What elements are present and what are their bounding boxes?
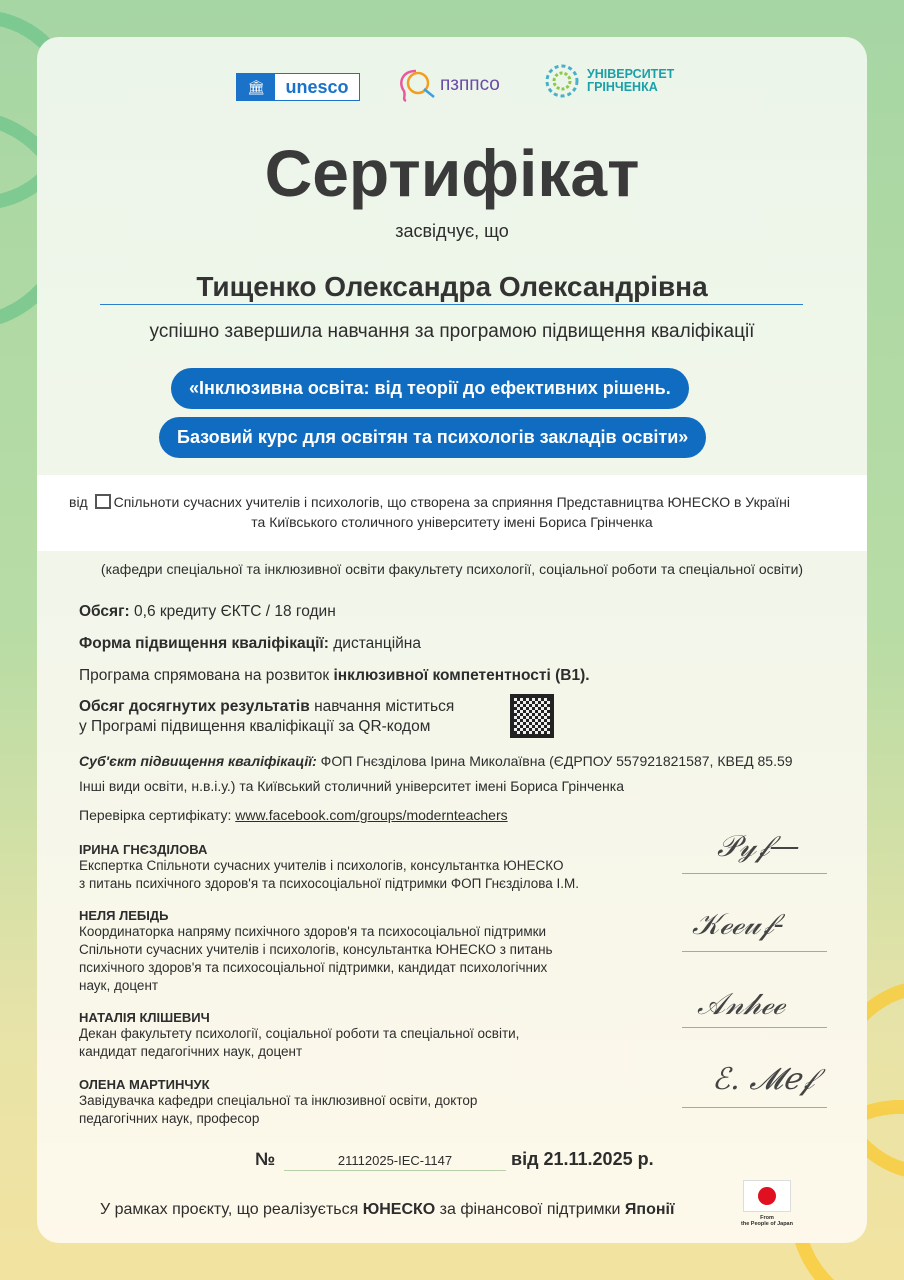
signatory-desc: кандидат педагогічних наук, доцент [79, 1044, 303, 1059]
signature-3: 𝒜𝓃𝒽ℯℯ [697, 987, 785, 1022]
signatory-name: ІРИНА ГНЄЗДІЛОВА [79, 842, 208, 857]
signatory-desc: наук, доцент [79, 978, 159, 993]
footer-text-2: за фінансової підтримки [435, 1201, 625, 1218]
university-line1: УНІВЕРСИТЕТ [587, 67, 675, 81]
signatory-desc: Завідувачка кафедри спеціальної та інклюзивної освіти, доктор [79, 1093, 478, 1108]
form-label: Форма підвищення кваліфікації: [79, 635, 329, 652]
verify-link[interactable]: www.facebook.com/groups/modernteachers [235, 807, 508, 823]
signature-4: ℰ. 𝓜ℯ𝒻 [712, 1062, 814, 1097]
subject-line2: Інші види освіти, н.в.і.у.) та Київський столичний університет імені Бориса Грінченка [79, 778, 624, 794]
footer-text-1: У рамках проєкту, що реалізується [100, 1201, 363, 1218]
head-icon [394, 67, 438, 103]
signatory-name: НЕЛЯ ЛЕБІДЬ [79, 908, 169, 923]
program-title-line2: Базовий курс для освітян та психологів закладів освіти» [159, 417, 706, 458]
issuer-prefix: від [69, 494, 88, 510]
signatory-desc: з питань психічного здоров'я та психосоціальної підтримки ФОП Гнєзділова І.М. [79, 876, 580, 891]
signatory-name: НАТАЛІЯ КЛІШЕВИЧ [79, 1010, 210, 1025]
form-value: дистанційна [333, 635, 421, 652]
sun-icon [543, 62, 581, 100]
subject-line1: ФОП Гнєзділова Ірина Миколаївна (ЄДРПОУ 557921821587, КВЕД 85.59 [316, 753, 793, 769]
program-title-line1: «Інклюзивна освіта: від теорії до ефективних рішень. [171, 368, 689, 409]
aim-text: Програма спрямована на розвиток [79, 667, 334, 684]
signatory-desc: Експертка Спільноти сучасних учителів і психологів, консультантка ЮНЕСКО [79, 858, 564, 873]
certificate-number: 21112025-IEC-1147 [284, 1153, 506, 1171]
footer-japan: Японії [624, 1201, 675, 1218]
signature-line [682, 951, 827, 952]
verify-label: Перевірка сертифікату: [79, 807, 236, 823]
community-icon [95, 494, 111, 509]
japan-caption-1: From [760, 1215, 774, 1221]
certificate-title: Сертифікат [264, 136, 640, 210]
program-pill-2 [159, 417, 706, 458]
signatory-desc: Спільноти сучасних учителів і психологів, консультантка ЮНЕСКО з питань [79, 942, 553, 957]
japan-caption-2: the People of Japan [741, 1221, 793, 1227]
issuer-line2: та Київського столичного університету імені Бориса Грінченка [251, 514, 653, 530]
university-line2: ГРІНЧЕНКА [587, 80, 658, 94]
issue-date: від 21.11.2025 р. [511, 1149, 654, 1169]
aim-bold: інклюзивної компетентності (В1). [333, 667, 590, 684]
university-logo [543, 62, 674, 100]
recipient-name: Тищенко Олександра Олександрівна [196, 271, 708, 302]
certificate [37, 37, 867, 1243]
japan-flag-icon [743, 1180, 791, 1212]
department-text: (кафедри спеціальної та інклюзивної освіти факультету психології, соціальної роботи та спеціальної освіти) [100, 561, 804, 577]
signature-2: 𝒦ℯℯ𝓊𝒻- [692, 907, 784, 942]
signature-line [682, 1027, 827, 1028]
issuer-line1: Спільноти сучасних учителів і психологів, що створена за сприяння Представництва ЮНЕСКО в Україні [113, 494, 790, 510]
results-line2: у Програмі підвищення кваліфікації за QR-кодом [79, 718, 431, 735]
results-text: навчання міститься [309, 698, 455, 715]
pzppso-logo [394, 67, 500, 103]
results-bold: Обсяг досягнутих результатів [79, 698, 310, 715]
subject-label: Суб'єкт підвищення кваліфікації: [79, 753, 317, 769]
temple-icon: 🏛 [237, 74, 275, 100]
signatory-desc: Координаторка напряму психічного здоров'я та психосоціальної підтримки [79, 924, 547, 939]
qr-code[interactable] [510, 694, 554, 738]
pzppso-text: пзппсо [440, 74, 500, 95]
signatory-desc: Декан факультету психології, соціальної роботи та спеціальної освіти, [79, 1026, 520, 1041]
number-label: № [255, 1149, 276, 1169]
unesco-text: unesco [285, 76, 349, 97]
signatory-name: ОЛЕНА МАРТИНЧУК [79, 1077, 210, 1092]
signature-line [682, 1107, 827, 1108]
footer-unesco: ЮНЕСКО [362, 1201, 436, 1218]
program-pill-1 [171, 368, 689, 409]
signature-1: 𝒫𝓎𝒻— [717, 829, 800, 864]
issuer-band [37, 475, 867, 551]
signature-line [682, 873, 827, 874]
name-underline [100, 304, 803, 305]
volume-value: 0,6 кредиту ЄКТС / 18 годин [134, 603, 336, 620]
volume-label: Обсяг: [79, 603, 130, 620]
unesco-logo [236, 73, 360, 101]
signatory-desc: педагогічних наук, професор [79, 1111, 260, 1126]
completed-text: успішно завершила навчання за програмою підвищення кваліфікації [149, 321, 755, 342]
certifies-text: засвідчує, що [395, 221, 509, 241]
signatory-desc: психічного здоров'я та психосоціальної підтримки, кандидат психологічних [79, 960, 548, 975]
